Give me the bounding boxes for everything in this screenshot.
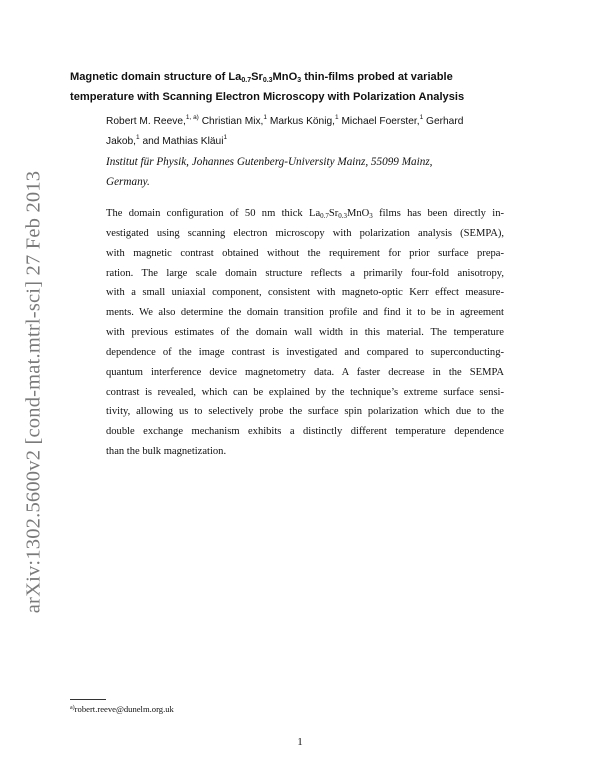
footnote-email: robert.reeve@dunelm.org.uk — [74, 704, 174, 714]
author-foerster: Michael Foerster, — [338, 116, 420, 127]
abstract-line: contrast is revealed, which can be explained by the technique’s extreme surface sensi- — [106, 386, 504, 398]
abstract-line: The domain configuration of 50 nm thick $La_{0.7}Sr_{0.3}MnO_3$ films has been directly in- — [106, 208, 504, 220]
abstract-line: with previous estimates of the domain wall width in this material. The temperature — [106, 327, 504, 339]
title-line-1: Magnetic domain structure of $La_{0.7}Sr_{0.3}MnO_3$ thin-films probed at variable — [70, 71, 453, 84]
author-mix: Christian Mix, — [198, 116, 264, 127]
abstract-line: than the bulk magnetization. — [106, 446, 227, 458]
abstract-line: ration. The large scale domain structure reflects a primarily four-fold anisotropy, — [106, 267, 504, 279]
footnote-divider — [70, 699, 106, 700]
title-line-2: temperature with Scanning Electron Microscopy with Polarization Analysis — [70, 91, 465, 103]
author-list — [106, 112, 506, 152]
paper-title — [70, 67, 510, 107]
author-line-1: Robert M. Reeve,$^{1, a)}$ Christian Mix,$^1$ Markus König,$^1$ Michael Foerster,$^1$ Gerhard — [106, 114, 464, 127]
author-line-2: Jakob,$^1$ and Mathias Kläui$^1$ — [106, 134, 228, 147]
author-jakob-first: Gerhard — [423, 116, 464, 127]
abstract-line: quantum interference device magnetometry data. A faster decrease in the SEMPA — [106, 366, 504, 378]
footnote-corresponding-email — [70, 704, 174, 714]
abstract-line: with magnetic contrast obtained without the requirement for prior surface prepa- — [106, 247, 504, 259]
arxiv-identifier-stamp: arXiv:1302.5600v2 [cond-mat.mtrl-sci] 27 Feb 2013 — [22, 170, 45, 614]
affiliation-line-2: Germany. — [106, 176, 150, 188]
abstract-line: with a small uniaxial component, consistent with magneto-optic Kerr effect measure- — [106, 287, 504, 299]
abstract-line: double exchange mechanism exhibits a distinctly different temperature dependence — [106, 426, 504, 438]
author-reeve: Robert M. Reeve, — [106, 116, 186, 127]
footnote-marker: a) — [70, 705, 75, 711]
author-jakob-last: Jakob, — [106, 136, 137, 147]
abstract-line: vestigated using scanning electron microscopy with polarization analysis (SEMPA), — [106, 227, 504, 239]
abstract-line: tivity, allowing us to selectively probe the surface spin polarization which due to the — [106, 406, 504, 418]
abstract — [106, 204, 504, 462]
affiliation-line-1: Institut für Physik, Johannes Gutenberg-University Mainz, 55099 Mainz, — [106, 156, 433, 168]
affiliation — [106, 152, 526, 192]
abstract-line: dependence of the image contrast is investigated and compared to superconducting- — [106, 346, 504, 358]
author-klaeui: and Mathias Kläui — [139, 136, 224, 147]
page-number: 1 — [297, 736, 303, 748]
abstract-line: ments. We also determine the domain transition profile and find it to be in agreement — [106, 307, 504, 319]
author-koenig: Markus König, — [267, 116, 335, 127]
